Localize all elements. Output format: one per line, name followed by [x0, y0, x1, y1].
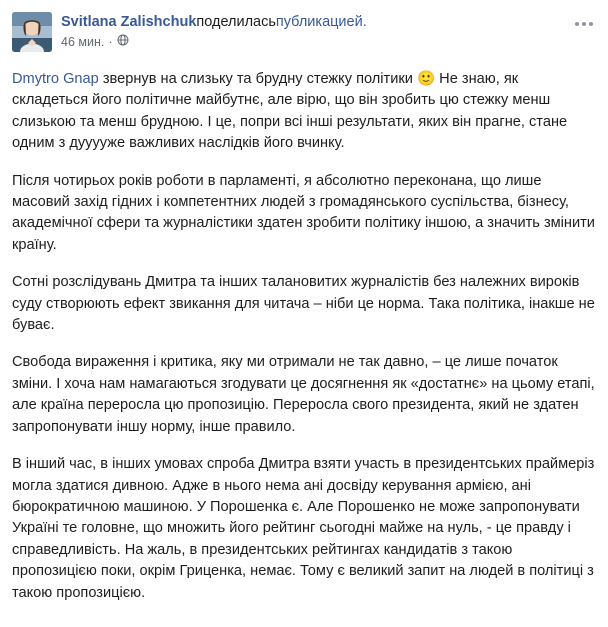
shared-link[interactable]: публикацией. [275, 14, 367, 30]
paragraph-text: звернув на слизьку та брудну стежку політики 🙂 Не знаю, як складеться його політичне майбутнє, але вірю, що він зробить цю стежку менш слизькою та менш брудною. І це, попри всі інші результати, яких він прагне, стане одним з дууууже важливих наслідків його вчинку. [12, 71, 572, 152]
timestamp[interactable]: 46 мин. [61, 35, 105, 49]
post-paragraph [12, 69, 596, 155]
post-paragraph: Свобода вираження і критика, яку ми отримали не так давно, – це лише початок зміни. І хоча нам намагаються згодувати це досягнення як «достатнє» на цьому етапі, але країна переросла цю пропозицію. Переросла свого президента, який не здатен запропонувати іншу норму, інше правило. [12, 354, 599, 435]
globe-icon [117, 34, 129, 50]
post-paragraph: В інший час, в інших умовах спроба Дмитра взяти участь в президентських праймеріз могла здатися дивною. Адже в нього нема ані досвіду керування армією, ані бюрократичною машиною. У Порошенка є. Але Порошенко не може запропонувати Україні те головне, що множить його рейтинг сьогодні майже на нуль, - це правду і справедливість. На жаль, в президентських рейтингах кандидатів з такою пропозицією поки, окрім Гриценка, немає. Тому є великий запит на людей в політиці з такою пропозицією. [12, 456, 599, 601]
shared-text: поделилась [196, 14, 276, 30]
post-paragraph: Після чотирьох років роботи в парламенті, я абсолютно переконана, що лише масовий захід гідних і компетентних людей з громадянського суспільства, бізнесу, академічної сфери та журналістики здатен зробити політику іншою, а значить змінити країну. [12, 172, 600, 253]
menu-dot [575, 22, 579, 26]
post-byline [61, 13, 596, 32]
post-body [12, 69, 600, 604]
meta-separator: · [108, 35, 113, 49]
post-header-text [61, 12, 596, 50]
mention-link[interactable]: Dmytro Gnap [12, 71, 99, 87]
menu-dot [582, 22, 586, 26]
author-name[interactable]: Svitlana Zalishchuk [61, 14, 197, 30]
post-paragraph: Сотні розслідувань Дмитра та інших талановитих журналістів без належних вироків суду створюють ефект звикання для читача – ніби це норма. Така політика, інакше не буває. [12, 274, 599, 334]
avatar[interactable] [12, 12, 52, 52]
menu-dot [589, 22, 593, 26]
post-meta [61, 34, 596, 50]
post-header [12, 12, 596, 56]
overflow-menu-icon[interactable] [572, 14, 596, 34]
